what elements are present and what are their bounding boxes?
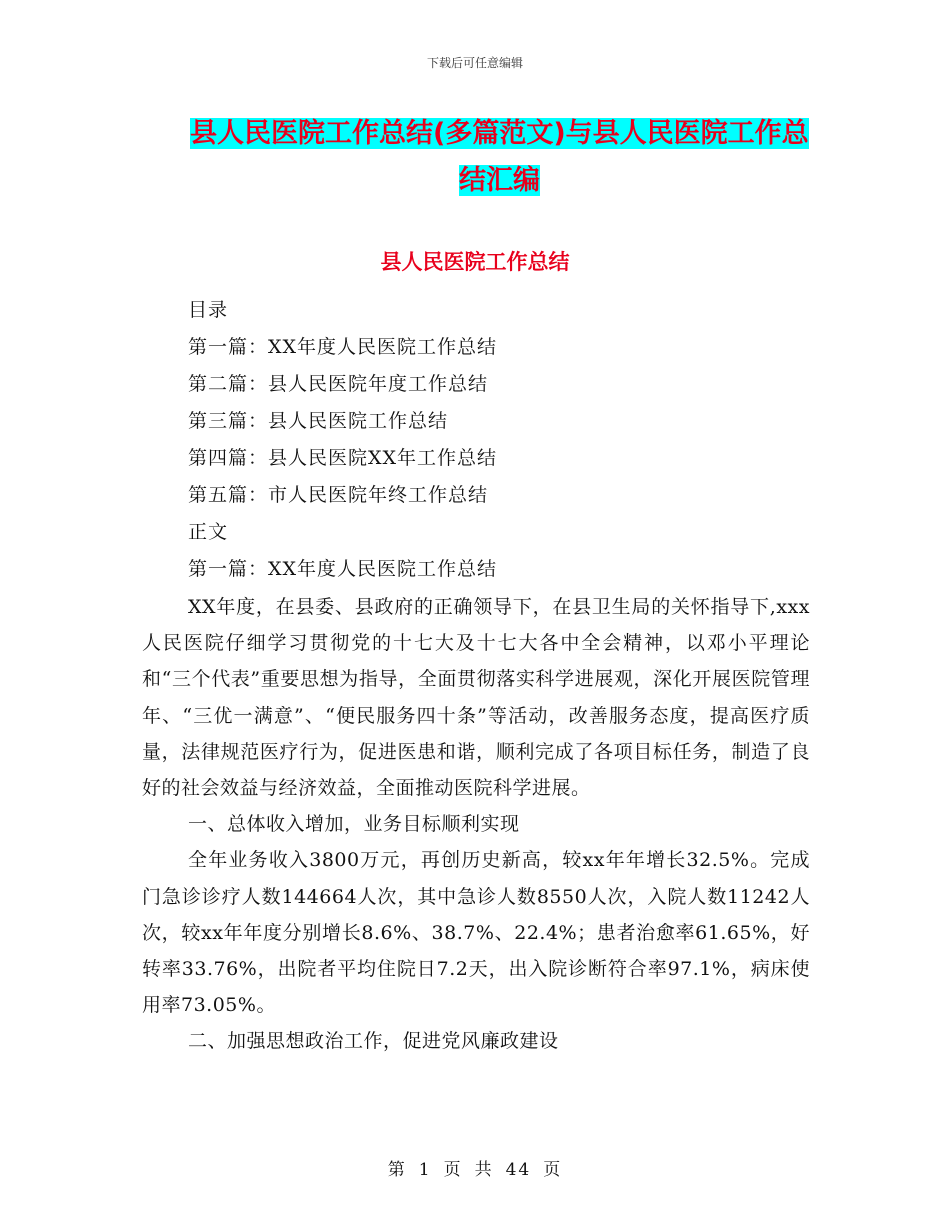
title-line-1 (190, 110, 810, 157)
title-line-1-text: 县人民医院工作总结(多篇范文)与县人民医院工作总 (190, 118, 809, 149)
footer-label-unit: 页 (443, 1160, 463, 1180)
document-title (190, 110, 810, 204)
title-line-2 (189, 157, 810, 204)
paragraph: 全年业务收入3800万元，再创历史新高，较xx年年增长32.5%。完成门急诊诊疗人数144664人次，其中急诊人数8550人次，入院人数11242人次，较xx年年度分别增长8.6%、38.7%、22.4%；患者治愈率61.65%，好转率33.76%，出院者平均住院日7.2天，出入院诊断符合率97.1%，病床使用率73.05%。 (142, 849, 810, 1017)
body-heading: 正文 (188, 521, 229, 543)
body-text (142, 589, 810, 1060)
chapter-heading: 第一篇：XX年度人民医院工作总结 (188, 558, 498, 580)
section-heading: 二、加强思想政治工作，促进党风廉政建设 (188, 1030, 559, 1053)
paragraph: XX年度，在县委、县政府的正确领导下，在县卫生局的关怀指导下,xxx人民医院仔细学习贯彻党的十七大及十七大各中全会精神，以邓小平理论和“三个代表”重要思想为指导，全面贯彻落实科学进展观，深化开展医院管理年、“三优一满意”、“便民服务四十条”等活动，改善服务态度，提高医疗质量，法律规范医疗行为，促进医患和谐，顺利完成了各项目标任务，制造了良好的社会效益与经济效益，全面推动医院科学进展。 (142, 596, 810, 800)
header-note: 下载后可任意编辑 (426, 56, 523, 70)
toc-item: 第二篇：县人民医院年度工作总结 (188, 373, 489, 395)
page-footer (0, 1155, 950, 1180)
footer-total-pages: 44 (505, 1160, 532, 1180)
section-heading: 一、总体收入增加，业务目标顺利实现 (188, 813, 520, 836)
toc-heading: 目录 (188, 299, 229, 321)
toc-item: 第一篇：XX年度人民医院工作总结 (188, 336, 498, 358)
toc-item: 第五篇：市人民医院年终工作总结 (188, 484, 489, 506)
footer-page-number: 1 (418, 1160, 432, 1180)
title-line-2-text: 结汇编 (459, 165, 540, 196)
section-title: 县人民医院工作总结 (380, 250, 570, 274)
footer-label-total: 共 (474, 1160, 494, 1180)
toc-item: 第三篇：县人民医院工作总结 (188, 410, 449, 432)
toc-item: 第四篇：县人民医院XX年工作总结 (188, 447, 498, 469)
footer-label-page: 第 (387, 1160, 407, 1180)
footer-label-unit-2: 页 (543, 1160, 563, 1180)
table-of-contents (188, 292, 828, 588)
